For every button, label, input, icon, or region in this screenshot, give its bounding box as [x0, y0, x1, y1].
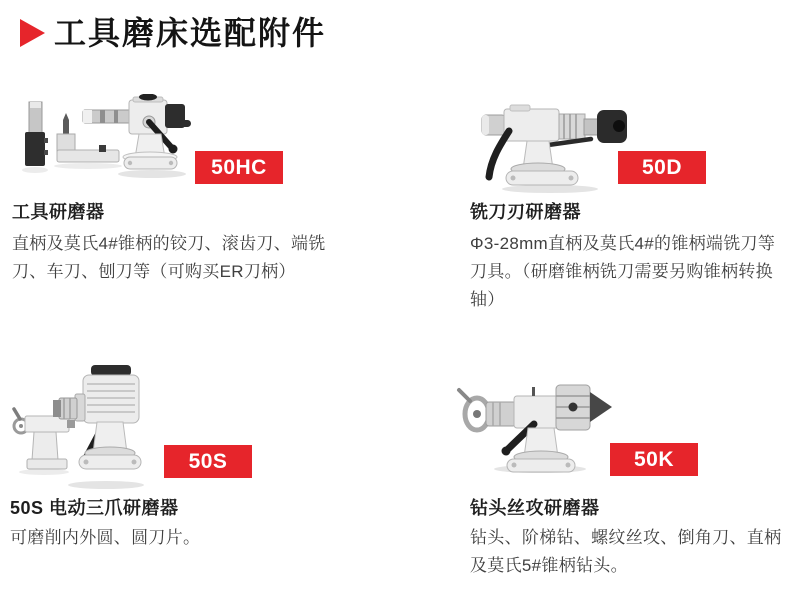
section-arrow-icon	[20, 19, 45, 47]
product-description-50s: 可磨削内外圆、圆刀片。	[10, 528, 201, 547]
product-image-drill-grinder	[455, 372, 620, 474]
product-image-electric-chuck-grinder	[10, 364, 152, 491]
model-badge-50d: 50D	[618, 151, 706, 184]
model-badge-50hc: 50HC	[195, 151, 283, 184]
product-image-tool-grinder	[20, 94, 192, 182]
product-name-50s: 50S 电动三爪研磨器	[10, 498, 179, 518]
page-title: 工具磨床选配附件	[54, 14, 327, 52]
product-description-50hc: 直柄及莫氏4#锥柄的铰刀、滚齿刀、端铣刀、车刀、刨刀等（可购买ER刀柄）	[12, 234, 326, 281]
product-name-50hc: 工具研磨器	[12, 202, 105, 222]
product-description-50d: Φ3-28mm直柄及莫氏4#的锥柄端铣刀等刀具。（研磨锥柄铣刀需要另购锥柄转换轴）	[470, 234, 776, 309]
product-name-50k: 钻头丝攻研磨器	[470, 498, 600, 518]
model-badge-50s: 50S	[164, 445, 252, 478]
product-name-50d: 铣刀刃研磨器	[470, 202, 581, 222]
model-badge-50k: 50K	[610, 443, 698, 476]
product-description-50k: 钻头、阶梯钻、螺纹丝攻、倒角刀、直柄及莫氏5#锥柄钻头。	[470, 528, 782, 575]
